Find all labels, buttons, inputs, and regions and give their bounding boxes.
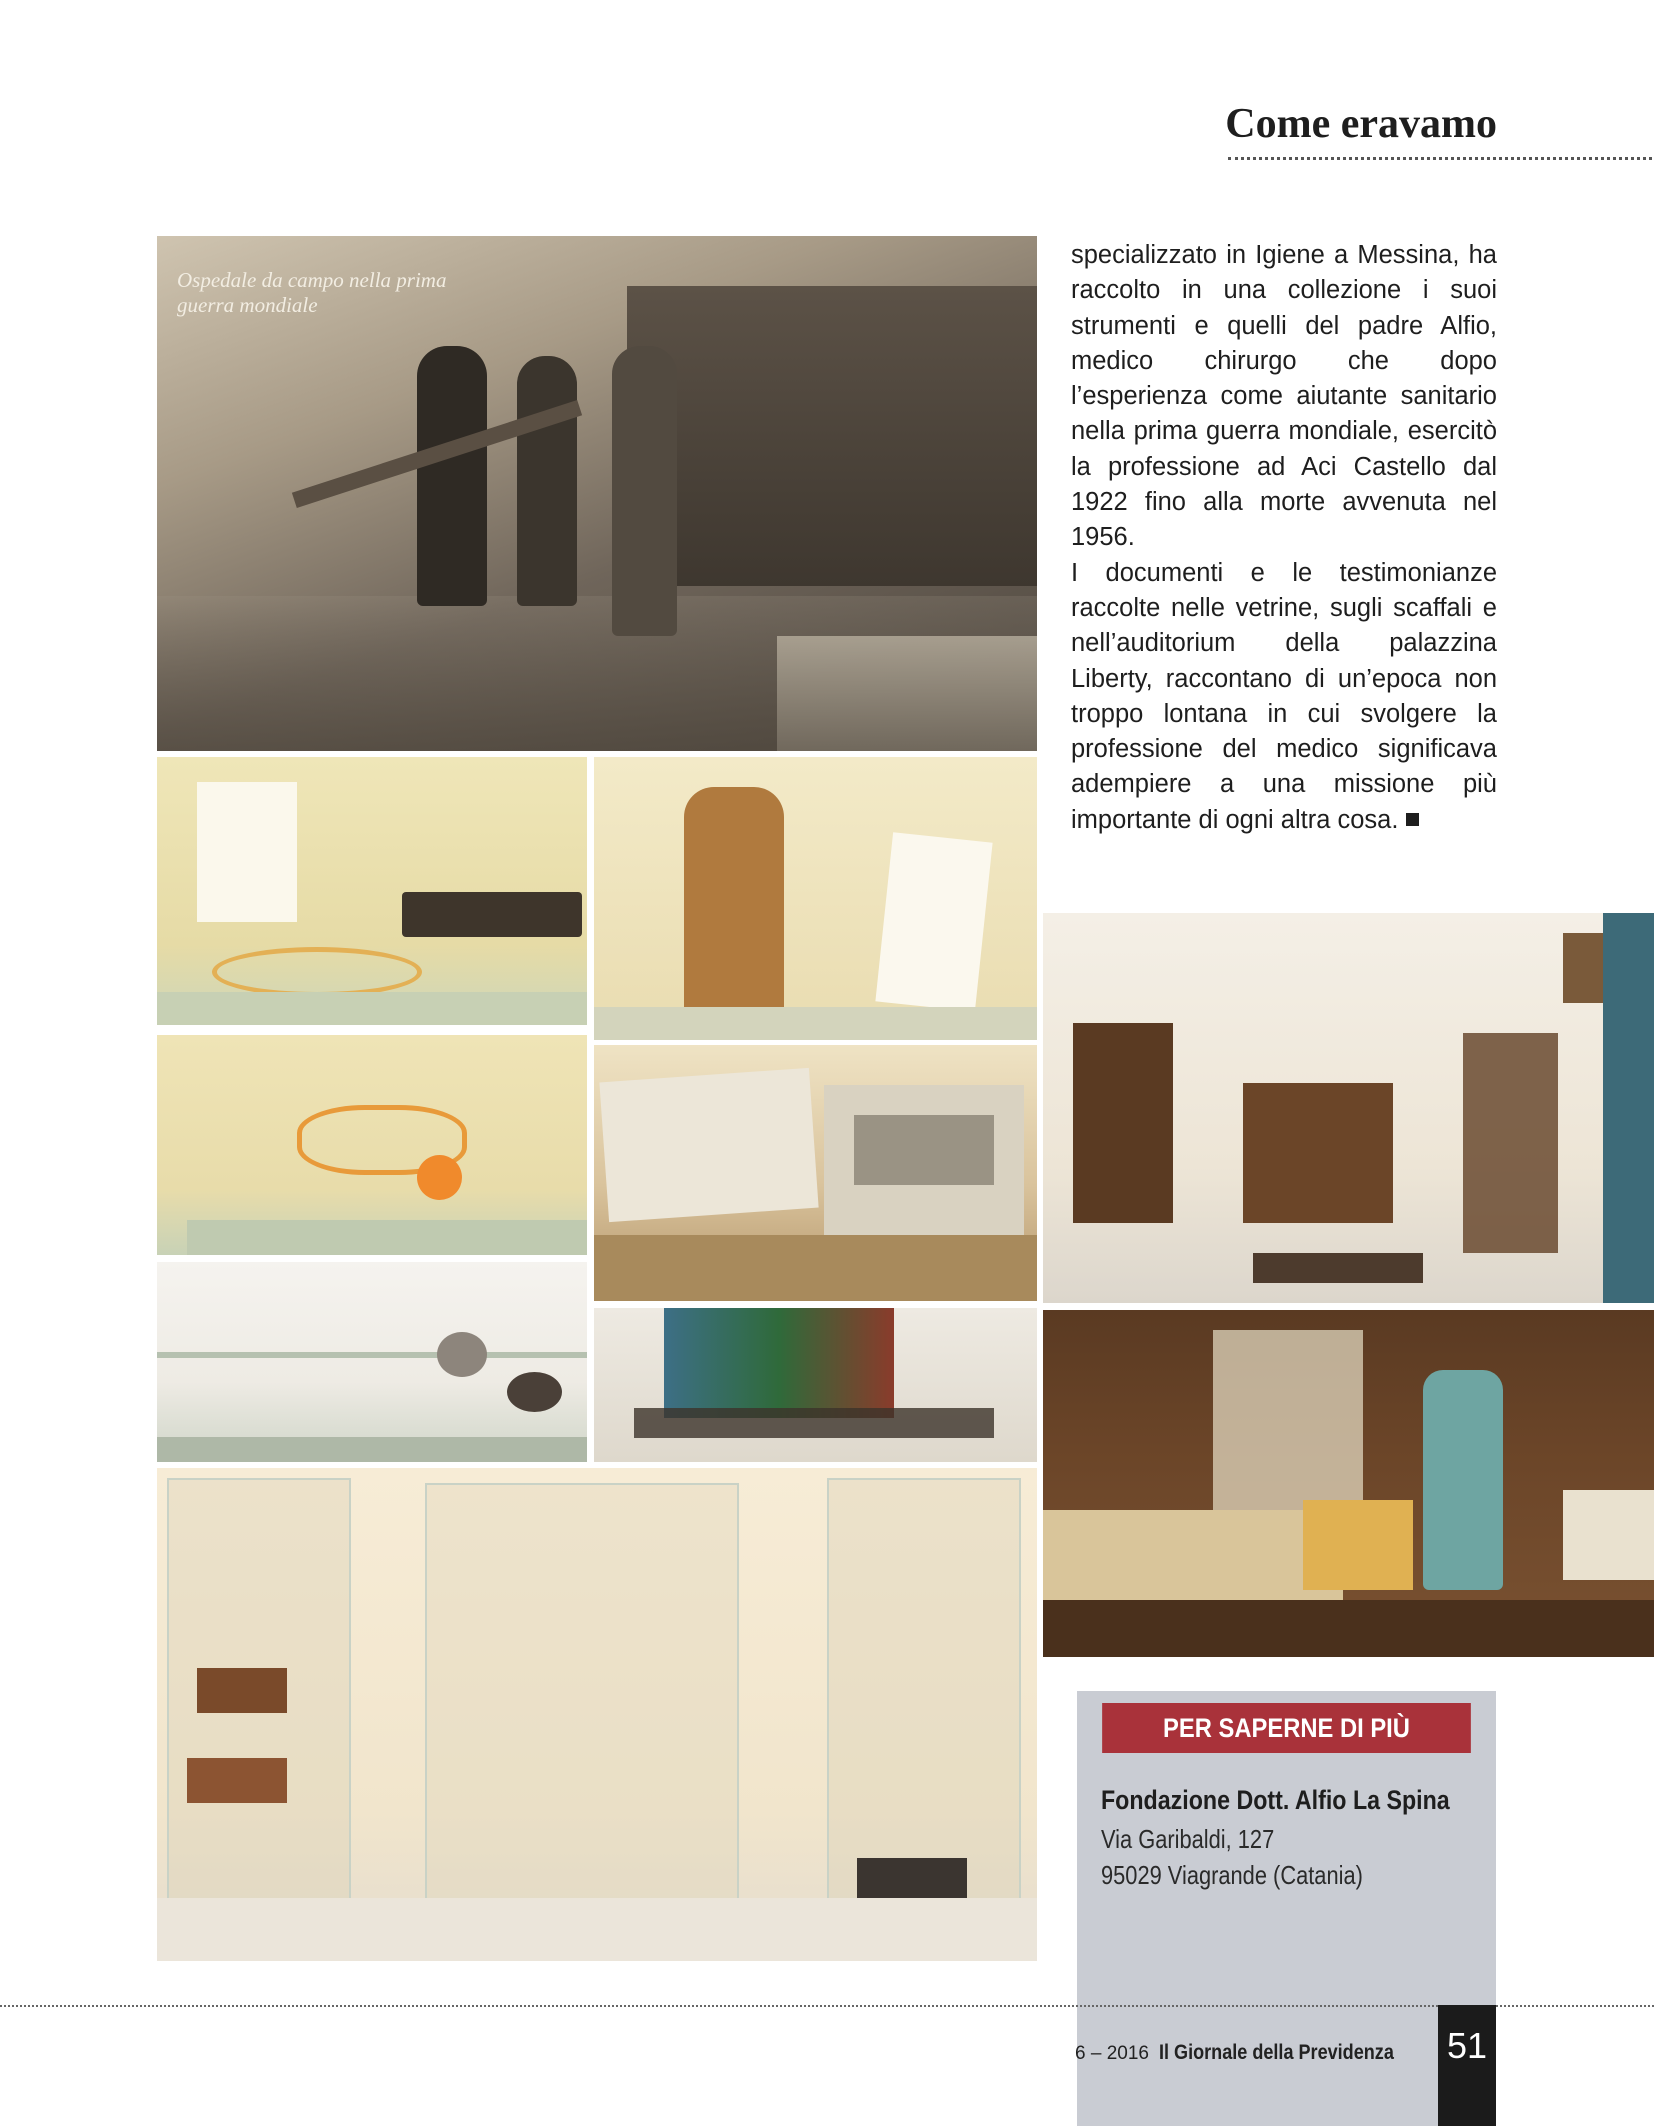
photo-painting-instruments — [594, 1308, 1037, 1462]
photo-instruments-shelf — [157, 1035, 587, 1255]
photo-stethoscope-case — [157, 757, 587, 1025]
info-box-heading: PER SAPERNE DI PIÙ — [1102, 1703, 1471, 1753]
page-number-box — [1438, 2005, 1496, 2126]
photo-field-hospital — [157, 236, 1037, 751]
page-number: 51 — [1446, 2025, 1488, 2066]
article-paragraph-2: I documenti e le testimonianze raccolte nelle vetrine, sugli scaffali e nell’auditorium della palazzina Liberty, raccontano di un’epoca non troppo lontana in cui svolgere la professione del medico significava adempiere a una missione più importante di ogni altra cosa. — [1071, 558, 1497, 834]
footer-issue: 6 – 2016 — [1075, 2043, 1149, 2064]
photo-caption: Ospedale da campo nella prima guerra mondiale — [177, 268, 447, 317]
photo-glass-vitrines — [157, 1468, 1037, 1961]
end-mark-icon — [1406, 813, 1419, 826]
article-paragraph-1: specializzato in Igiene a Messina, ha raccolto in una collezione i suoi strumenti e quelli del padre Alfio, medico chirurgo che dopo l’esperienza come aiutante sanitario nella prima guerra mondiale, esercitò la professione ad Aci Castello dal 1922 fino alla morte avvenuta nel 1956. — [1071, 241, 1497, 552]
foundation-name: Fondazione Dott. Alfio La Spina — [1101, 1785, 1450, 1815]
photo-doctor-study — [1043, 913, 1654, 1303]
photo-old-books — [594, 1045, 1037, 1301]
address-street: Via Garibaldi, 127 — [1101, 1824, 1275, 1854]
address-city: 95029 Viagrande (Catania) — [1101, 1860, 1363, 1890]
article-body — [1071, 238, 1497, 838]
photo-glass-case-items — [157, 1262, 587, 1462]
photo-orange-apparatus — [594, 757, 1037, 1040]
section-title: Come eravamo — [1225, 101, 1497, 147]
photo-pharmacy-jars — [1043, 1310, 1654, 1657]
footer-publication: Il Giornale della Previdenza — [1159, 2041, 1394, 2064]
footer-dotted-rule — [0, 2005, 1654, 2007]
header-dotted-rule — [1228, 157, 1652, 160]
